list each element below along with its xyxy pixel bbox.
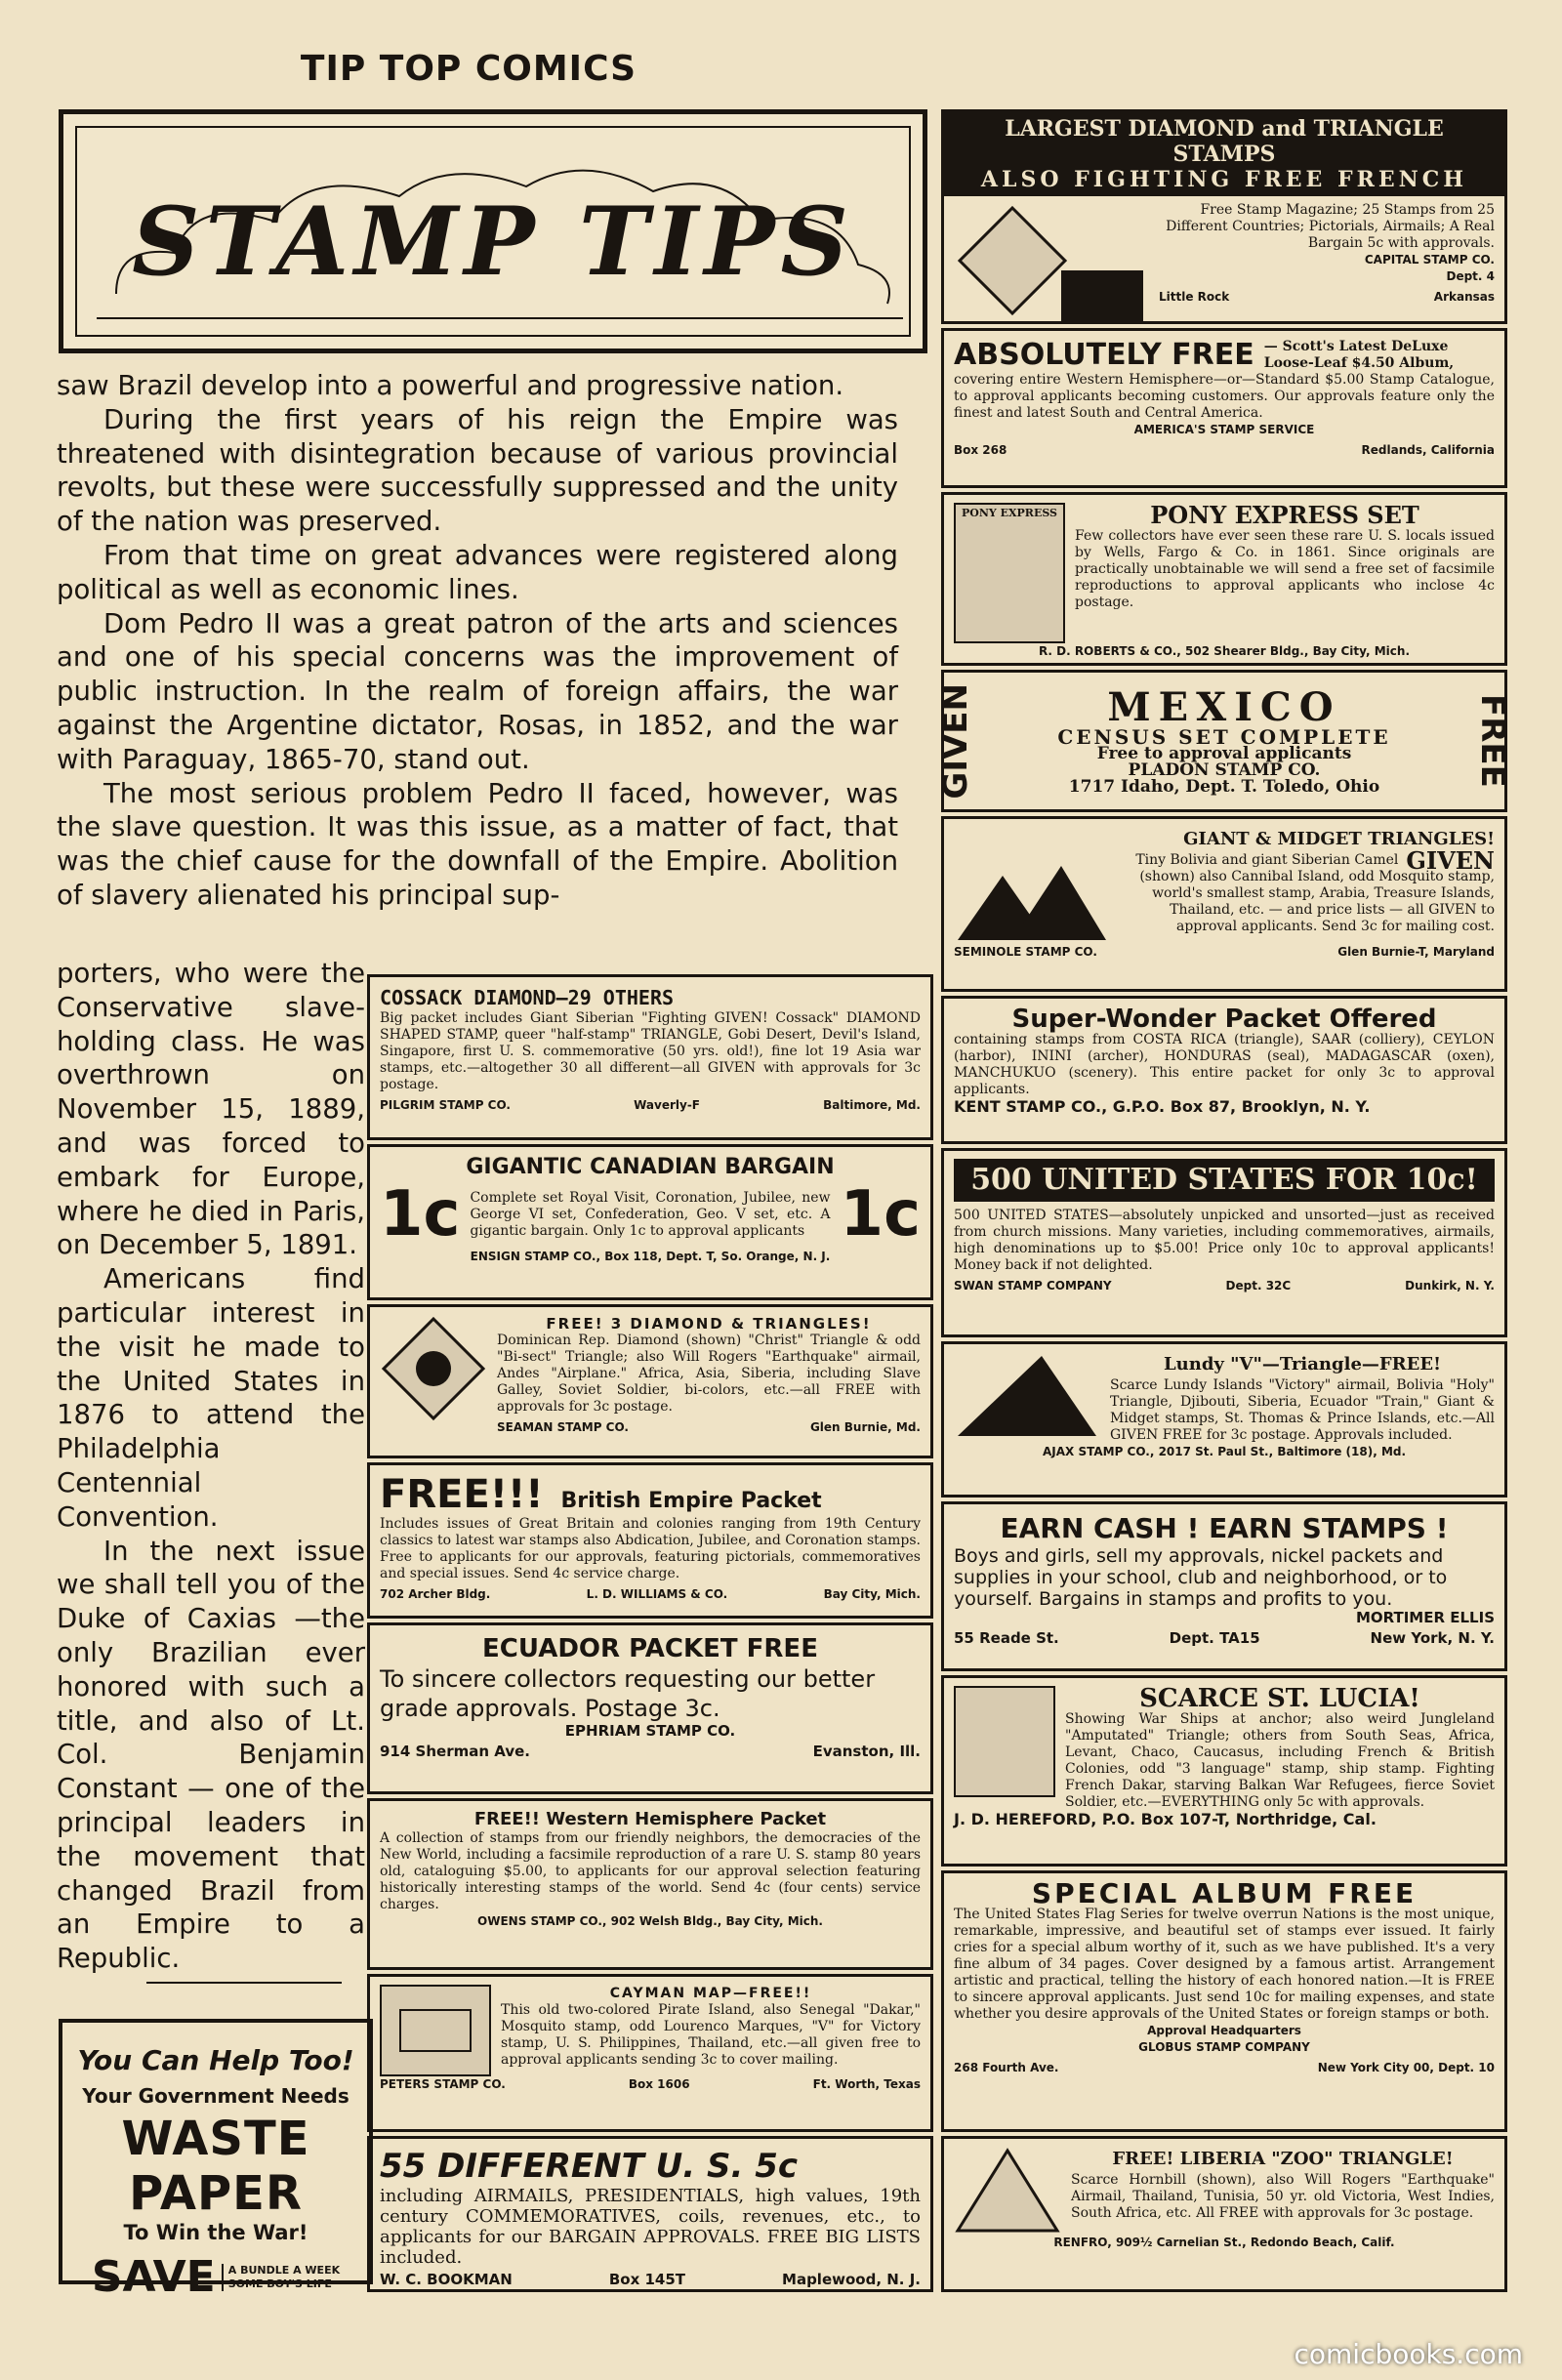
ad-footer-left: PETERS STAMP CO. — [380, 2077, 506, 2091]
pony-express-stamp-icon — [954, 503, 1065, 643]
ad-footer-left: 268 Fourth Ave. — [954, 2061, 1059, 2074]
ad-lundy — [941, 1341, 1507, 1498]
ad-title-row — [380, 1473, 921, 1516]
ad-title: GIGANTIC CANADIAN BARGAIN — [466, 1155, 835, 1179]
ad-body: containing stamps from COSTA RICA (triangle), SAAR (colliery), CEYLON (harbor), ININI (archer), HONDURAS (seal), MADAGASCAR (oxen), MANCHUKUO (scenery). This entire packet for only 3c to approval applicants. — [954, 1032, 1495, 1097]
ad-footer-left: 55 Reade St. — [954, 1629, 1059, 1647]
ad-row — [380, 1180, 921, 1249]
ad-content — [944, 196, 1504, 311]
ad-footer: J. D. HEREFORD, P.O. Box 107-T, Northridge, Cal. — [954, 1810, 1377, 1828]
ad-price-right: 1c — [840, 1178, 921, 1251]
page-header: TIP TOP COMICS — [300, 49, 637, 89]
ad-footer: RENFRO, 909½ Carnelian St., Redondo Beach, Calif. — [1053, 2236, 1395, 2249]
ad-footer-mid: Dept. TA15 — [1169, 1629, 1260, 1647]
ad-capital — [941, 109, 1507, 324]
ad-line-2: CENSUS SET COMPLETE — [1057, 725, 1391, 749]
triangle-stamps-icon — [954, 856, 1110, 944]
ad-footer-right: Baltimore, Md. — [823, 1098, 921, 1112]
lundy-triangle-icon — [954, 1352, 1100, 1440]
ad-superwonder — [941, 996, 1507, 1144]
ad-footer — [380, 1097, 921, 1114]
ad-company: CAPITAL STAMP CO. — [1364, 253, 1495, 267]
ad-free-vertical: FREE — [1473, 694, 1512, 788]
ad-footer-right: Redlands, California — [1361, 443, 1495, 457]
banner-title: STAMP TIPS — [132, 186, 854, 297]
ad-footer-left: SWAN STAMP COMPANY — [954, 1279, 1112, 1293]
ad-body: Dominican Rep. Diamond (shown) "Christ" Triangle & odd "Bi-sect" Triangle; also Will Rogers "Earthquake" airmail, Andes "Airplane." Africa, Asia, Siberia, including Slave Galley, Soviet Soldier, bi-colors, etc.—all FREE with approvals for 3c postage. — [497, 1333, 921, 1415]
ad-title: MEXICO — [1107, 684, 1341, 730]
ad-footer-left: Little Rock — [1159, 290, 1230, 304]
ad-footer-left: SEMINOLE STAMP CO. — [954, 945, 1097, 959]
article-narrow-column — [57, 957, 365, 1976]
diamond-triangle-stamps-icon — [954, 202, 1149, 329]
ad-title-row — [954, 339, 1495, 372]
pony-img-label: PONY EXPRESS — [962, 507, 1057, 519]
ad-title: GIANT & MIDGET TRIANGLES! — [1183, 829, 1495, 849]
waste-save: SAVE — [91, 2252, 216, 2302]
ad-title: 500 UNITED STATES FOR 10c! — [954, 1159, 1495, 1202]
ad-footer-mid: L. D. WILLIAMS & CO. — [586, 1587, 728, 1601]
ad-body: Tiny Bolivia and giant Siberian Camel (shown) also Cannibal Island, odd Mosquito stamp, world's smallest stamp, Arabia, Treasure Islands, Thailand, etc. — and price lists — all GIVEN to approval applicants. Send 3c for mailing cost. — [1135, 852, 1495, 934]
ad-footer — [380, 2076, 921, 2093]
ad-title: Lundy "V"—Triangle—FREE! — [1164, 1354, 1441, 1375]
ad-footer-right: New York City 00, Dept. 10 — [1317, 2061, 1495, 2074]
article-paragraph: In the next issue we shall tell you of the Duke of Caxias —the only Brazilian ever honored with such a title, and also of Lt. Col. Benjamin Constant — one of the principal leaders in the movement that changed Brazil from an Empire to a Republic. — [57, 1535, 365, 1975]
ad-america — [941, 328, 1507, 488]
ad-line-4: PLADON STAMP CO. — [1128, 760, 1321, 780]
ad-pony — [941, 492, 1507, 666]
ad-body: Big packet includes Giant Siberian "Fighting GIVEN! Cossack" DIAMOND SHAPED STAMP, queer "half-stamp" TRIANGLE, Gobi Desert, Devil's Island, Singapore, first U. S. commemorative (50 yrs. old!), fine lot 19 Asia war stamps, etc.—altogether 30 all different—all GIVEN with approvals for 3c postage. — [380, 1010, 921, 1092]
ad-body: Free Stamp Magazine; 25 Stamps from 25 Different Countries; Pictorials, Airmails; A Real Bargain 5c with approvals. — [1166, 202, 1495, 251]
article-paragraph: saw Brazil develop into a powerful and progressive nation. — [57, 370, 844, 401]
ad-title: ABSOLUTELY FREE — [954, 338, 1254, 372]
ad-footer: R. D. ROBERTS & CO., 502 Shearer Bldg., Bay City, Mich. — [1038, 644, 1411, 658]
ad-line-1: Approval Headquarters — [1147, 2024, 1301, 2037]
ad-album — [941, 1870, 1507, 2132]
ad-body: covering entire Western Hemisphere—or—Standard $5.00 Stamp Catalogue, to approval applicants becoming customers. Our approvals feature only the finest and latest South and Central America. — [954, 372, 1495, 421]
ad-title: PONY EXPRESS SET — [1150, 501, 1419, 529]
ad-footer-left: Box 268 — [954, 443, 1007, 457]
ad-footer — [954, 2060, 1495, 2076]
ad-line-5: 1717 Idaho, Dept. T. Toledo, Ohio — [1068, 777, 1380, 797]
ad-body: A collection of stamps from our friendly neighbors, the democracies of the New World, including a facsimile reproduction of a rare U. S. stamp 80 years old, cataloguing $5.00, to applicants for our approval selection featuring historically interesting stamps of the world. Send 4c (four cents) service charges. — [380, 1830, 921, 1912]
ad-title: EARN CASH ! EARN STAMPS ! — [1000, 1512, 1449, 1544]
ad-title: SPECIAL ALBUM FREE — [1031, 1877, 1418, 1909]
stamp-tips-banner — [59, 109, 927, 353]
ad-footer — [954, 1630, 1495, 1647]
ad-body: Boys and girls, sell my approvals, nickel packets and supplies in your school, club and neighborhood, or to yourself. Bargains in stamps and profits to you. — [954, 1545, 1448, 1610]
ad-footer-left: W. C. BOOKMAN — [380, 2271, 513, 2288]
ad-body: Includes issues of Great Britain and colonies ranging from 19th Century classics to latest war stamps also Abdication, Jubilee, and Coronation stamps. Free to applicants for our approvals, featuring pictorials, commemoratives and special issues. Send 4c service charge. — [380, 1516, 921, 1581]
ad-canadian — [367, 1144, 933, 1300]
article-paragraph: From that time on great advances were registered along political as well as economic lines. — [57, 539, 898, 605]
ad-footer-right: Maplewood, N. J. — [782, 2271, 921, 2288]
ad-body: 500 UNITED STATES—absolutely unpicked and unsorted—just as received from church missions. Many varieties, including commemoratives, airmails, high denominations up to $5.00! Price only 10c to approval applicants! Money back if not delighted. — [954, 1208, 1495, 1273]
ad-cossack — [367, 974, 933, 1140]
ad-footer — [954, 442, 1495, 459]
ad-footer-left: 914 Sherman Ave. — [380, 1743, 530, 1760]
ad-company: AMERICA'S STAMP SERVICE — [1133, 423, 1315, 436]
ad-footer-left: 702 Archer Bldg. — [380, 1587, 491, 1601]
ad-giant — [941, 816, 1507, 992]
waste-line-4: To Win the War! — [123, 2221, 308, 2244]
ad-footer: OWENS STAMP CO., 902 Welsh Bldg., Bay City, Mich. — [477, 1914, 823, 1928]
ad-price-left: 1c — [380, 1178, 461, 1251]
ad-lucia — [941, 1675, 1507, 1867]
liberia-triangle-icon — [954, 2147, 1061, 2235]
article-paragraph: The most serious problem Pedro II faced, however, was the slave question. It was this issue, as a matter of fact, that was the chief cause for the downfall of the Empire. Abolition of slavery alienated his principal sup- — [57, 777, 898, 911]
ad-footer: ENSIGN STAMP CO., Box 118, Dept. T, So. Orange, N. J. — [470, 1250, 831, 1263]
ad-title: SCARCE ST. LUCIA! — [1139, 1684, 1420, 1713]
ad-title-2: ALSO FIGHTING FREE FRENCH — [980, 167, 1468, 192]
ad-title: FREE!! Western Hemisphere Packet — [473, 1809, 827, 1829]
ad-given: GIVEN — [1406, 846, 1495, 875]
ad-footer — [380, 2272, 921, 2288]
ad-diamond3 — [367, 1304, 933, 1458]
article-divider — [146, 1982, 342, 1984]
ad-body: Few collectors have ever seen these rare U. S. locals issued by Wells, Fargo & Co. in 1861. Since originals are practically unobtainable we will send a free set of facsimile reproductions to approval applicants who inclose 4c postage. — [1075, 528, 1495, 610]
ad-body: To sincere collectors requesting our better grade approvals. Postage 3c. — [380, 1665, 876, 1722]
waste-save-note — [222, 2264, 340, 2291]
ad-body: Showing War Ships at anchor; also weird Jungleland "Amputated" Triangle; others from South Seas, Africa, Levant, Chaco, Caucasus, including French & British Colonies, odd "3 language" stamp, ship stamp. Fighting French Dakar, starving Balkan War Refugees, fierce Soviet Soldier, etc.—EVERYTHING only 5c with approvals. — [1065, 1711, 1495, 1810]
ad-title: ECUADOR PACKET FREE — [482, 1634, 818, 1663]
article-paragraph: porters, who were the Conservative slave-holding class. He was overthrown on November 15, 1889, and was forced to embark for Europe, where he died in Paris, on December 5, 1891. — [57, 958, 365, 1261]
ad-dept: Dept. 4 — [1446, 269, 1495, 283]
ad-title: Super-Wonder Packet Offered — [1011, 1005, 1437, 1034]
watermark: comicbooks.com — [1294, 2338, 1523, 2370]
ad-footer: AJAX STAMP CO., 2017 St. Paul St., Baltimore (18), Md. — [1042, 1445, 1407, 1458]
ad-footer — [954, 1278, 1495, 1294]
ad-title-1: LARGEST DIAMOND and TRIANGLE STAMPS — [1005, 116, 1444, 167]
ad-body: This old two-colored Pirate Island, also Senegal "Dakar," Mosquito stamp, odd Lourenco Marques, "V" for Victory stamp, U. S. Philippines, Thailand, etc.—all given free to approval applicants sending 3c to cover mailing. — [501, 2002, 921, 2068]
ad-footer-mid: Waverly-F — [634, 1098, 701, 1112]
ad-side: — Scott's Latest DeLuxe Loose-Leaf $4.50 Album, — [1263, 339, 1455, 371]
article-paragraph: During the first years of his reign the Empire was threatened with disintegration because of various provincial revolts, but these were successfully suppressed and the unity of the nation was preserved. — [57, 403, 898, 538]
ad-title: CAYMAN MAP—FREE!! — [609, 1986, 812, 2001]
waste-save-row — [62, 2252, 369, 2302]
ad-title: British Empire Packet — [560, 1489, 822, 1513]
ad-title-bar — [944, 112, 1504, 196]
waste-line-2: Your Government Needs — [82, 2084, 349, 2108]
ad-title: FREE! 3 DIAMOND & TRIANGLES! — [546, 1315, 872, 1333]
ad-body: Complete set Royal Visit, Coronation, Jubilee, new George VI set, Confederation, Geo. V set, etc. A gigantic bargain. Only 1c to approval applicants — [470, 1189, 831, 1239]
cayman-map-stamp-icon — [380, 1985, 491, 2076]
ad-mexico — [936, 670, 1512, 812]
article-paragraph: Dom Pedro II was a great patron of the arts and sciences and one of his special concerns was the improvement of public instruction. In the realm of foreign affairs, the war against the Argentine dictator, Rosas, in 1852, and the war with Paraguay, 1865-70, stand out. — [57, 607, 898, 775]
ad-footer-mid: Box 1606 — [628, 2077, 690, 2091]
ad-footer — [497, 1419, 921, 1436]
banner-frame — [75, 126, 911, 337]
ad-big-free: FREE!!! — [380, 1472, 544, 1517]
ad-footer-right: Glen Burnie-T, Maryland — [1337, 945, 1495, 959]
ad-cayman — [367, 1974, 933, 2132]
ad-us500 — [941, 1148, 1507, 1337]
ad-footer-left: PILGRIM STAMP CO. — [380, 1098, 511, 1112]
ad-footer — [954, 944, 1495, 961]
ad-mexico-center — [995, 686, 1454, 796]
ad-footer-right: Evanston, Ill. — [812, 1743, 921, 1760]
ad-footer-mid: Dept. 32C — [1225, 1279, 1292, 1293]
save-note-1: A BUNDLE A WEEK — [227, 2263, 341, 2277]
ad-liberia — [941, 2136, 1507, 2292]
ad-body: Scarce Lundy Islands "Victory" airmail, Bolivia "Holy" Triangle, Djibouti, Siberia, Ecuador "Train," Giant & Midget stamps, St. Thomas & Prince Islands, etc.—All GIVEN FREE for 3c postage. Approvals included. — [1110, 1377, 1495, 1443]
ad-footer-right: New York, N. Y. — [1370, 1629, 1495, 1647]
ad-footer-right: Glen Burnie, Md. — [809, 1420, 921, 1434]
ad-footer — [380, 1586, 921, 1603]
ad-footer-right: Bay City, Mich. — [823, 1587, 921, 1601]
ad-title: COSSACK DIAMOND—29 OTHERS — [380, 986, 675, 1009]
ad-earn — [941, 1501, 1507, 1671]
ad-footer — [380, 1744, 921, 1760]
ad-footer: KENT STAMP CO., G.P.O. Box 87, Brooklyn, N. Y. — [954, 1097, 1371, 1116]
ad-footer-right: Arkansas — [1433, 290, 1495, 304]
ad-title: FREE! LIBERIA "ZOO" TRIANGLE! — [1112, 2149, 1454, 2169]
ad-footer-right: Ft. Worth, Texas — [812, 2077, 921, 2091]
ad-given-vertical: GIVEN — [936, 682, 975, 800]
waste-line-3: WASTE PAPER — [121, 2112, 310, 2221]
ad-title: 55 DIFFERENT U. S. 5c — [380, 2147, 799, 2186]
ad-footer-mid: Box 145T — [608, 2271, 686, 2288]
waste-paper-box — [59, 2019, 373, 2302]
ad-body: including AIRMAILS, PRESIDENTIALS, high values, 19th century COMMEMORATIVES, coils, revenues, etc., to applicants for our BARGAIN APPROVALS. FREE BIG LISTS included. — [380, 2186, 921, 2268]
st-lucia-stamp-icon — [954, 1686, 1055, 1797]
article-text — [57, 369, 898, 913]
ad-footer-left: SEAMAN STAMP CO. — [497, 1420, 629, 1434]
article-paragraph: Americans find particular interest in the visit he made to the United States in 1876 to attend the Philadelphia Centennial Convention. — [57, 1263, 365, 1533]
ad-company: GLOBUS STAMP COMPANY — [1138, 2040, 1310, 2054]
save-note-2: SOME BOY'S LIFE — [227, 2277, 332, 2290]
ad-body: The United States Flag Series for twelve overrun Nations is the most unique, remarkable, impressive, and beautiful set of stamps ever issued. It fairly cries for a special album worthy of it, such as we have published. It's a very fine album of 34 pages. Cover designed by a famous artist. Arrangement artistic and practical, telling the history of each honored nation.—It is FREE to sincere approval applicants. Just send 10c for mailing expenses, and state whether you desire approvals of the United States or foreign stamps or both. — [954, 1907, 1495, 2022]
ad-body: Scarce Hornbill (shown), also Will Rogers "Earthquake" Airmail, Thailand, Tunisia, 50 yr. old Victoria, West Indies, South Africa, etc. All FREE with approvals for 3c postage. — [1071, 2172, 1495, 2221]
ad-footer-right: Dunkirk, N. Y. — [1405, 1279, 1495, 1293]
waste-line-1: You Can Help Too! — [77, 2044, 354, 2076]
ad-footer — [1159, 289, 1495, 306]
ad-company: EPHRIAM STAMP CO. — [564, 1722, 736, 1740]
ad-british — [367, 1462, 933, 1619]
ad-us55 — [367, 2136, 933, 2292]
ad-line-3: Free to approval applicants — [1096, 744, 1352, 763]
ad-ecuador — [367, 1622, 933, 1794]
ad-company: MORTIMER ELLIS — [1355, 1609, 1495, 1626]
diamond-stamp-icon — [380, 1315, 487, 1422]
ad-western — [367, 1798, 933, 1970]
